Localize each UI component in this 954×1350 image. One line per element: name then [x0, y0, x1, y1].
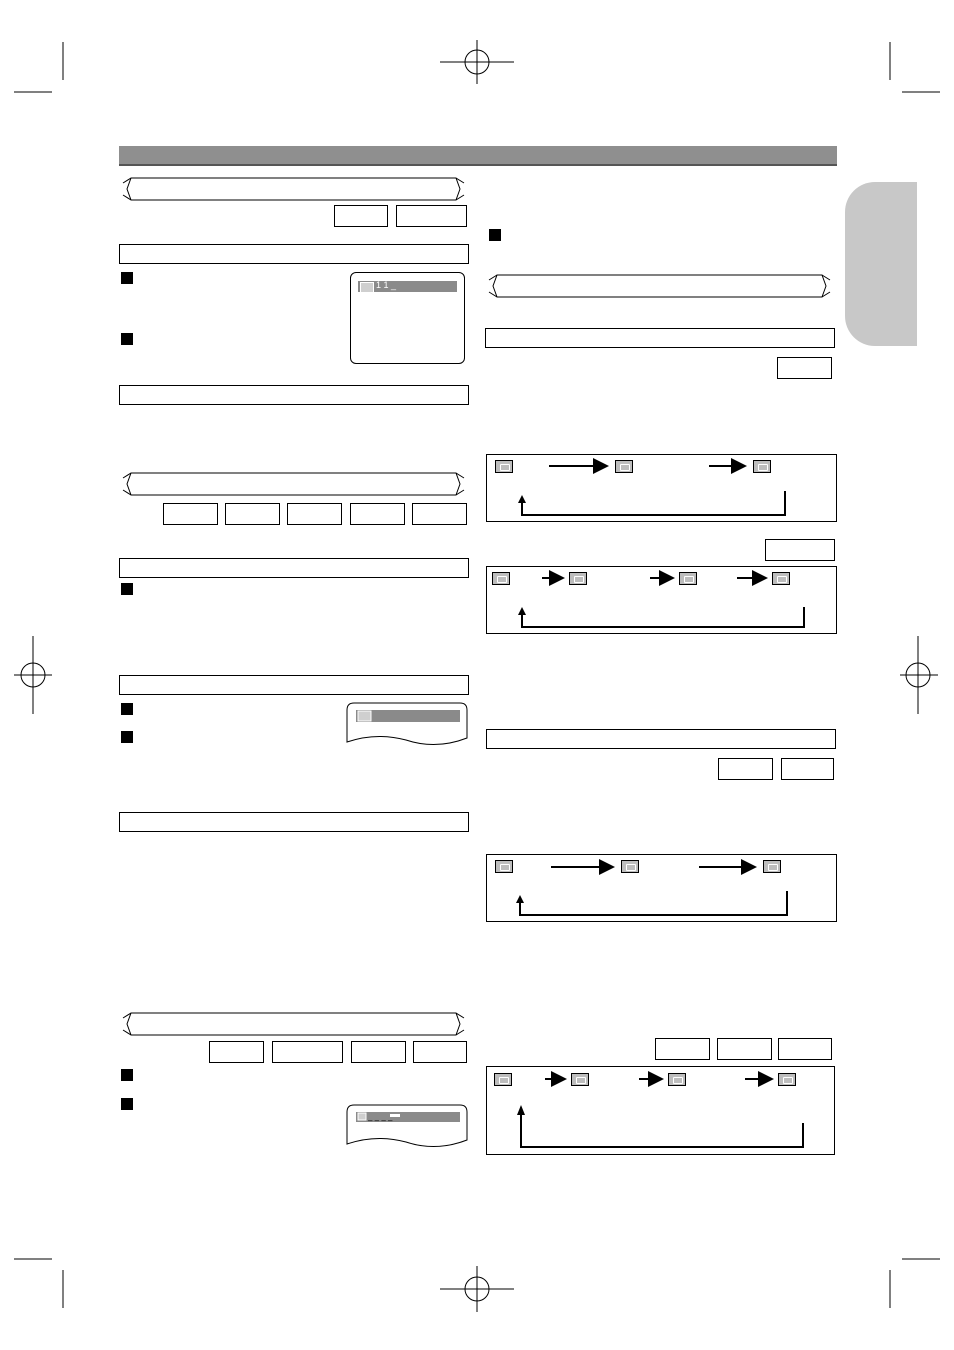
- cycle-diagram: [486, 854, 837, 922]
- step-marker: [121, 1098, 133, 1110]
- disc-type-button: [225, 503, 280, 525]
- disc-type-button: [718, 758, 773, 780]
- section-banner: [119, 472, 468, 494]
- cycle-diagram: [486, 454, 837, 522]
- osd-bar: [358, 281, 457, 292]
- disc-type-button: [334, 205, 388, 227]
- disc-type-button: [163, 503, 218, 525]
- cycle-arrows: [487, 1067, 836, 1156]
- subsection-bar: [119, 558, 469, 578]
- disc-type-button: [777, 357, 832, 379]
- osd-readout: – – – –: [368, 1116, 393, 1125]
- step-marker: [121, 703, 133, 715]
- disc-type-button: [717, 1038, 772, 1060]
- osd-screen-torn: [346, 702, 468, 748]
- subsection-bar: [119, 244, 469, 264]
- subsection-bar: [485, 328, 835, 348]
- disc-type-button: [351, 1041, 406, 1063]
- disc-type-button: [765, 539, 835, 561]
- cycle-arrows: [487, 567, 838, 635]
- subsection-bar: [119, 385, 469, 405]
- step-marker: [121, 583, 133, 595]
- disc-type-button: [287, 503, 342, 525]
- disc-type-button: [413, 1041, 467, 1063]
- disc-type-button: [781, 758, 834, 780]
- disc-type-button: [209, 1041, 264, 1063]
- osd-screen: [350, 272, 465, 364]
- disc-type-button: [272, 1041, 343, 1063]
- section-banner: [485, 274, 834, 296]
- disc-type-button: [350, 503, 405, 525]
- subsection-bar: [119, 812, 469, 832]
- side-tab: [845, 182, 917, 346]
- disc-type-button: [412, 503, 467, 525]
- subsection-bar: [119, 675, 469, 695]
- cycle-arrows: [487, 855, 838, 923]
- section-banner: [119, 1012, 468, 1034]
- step-marker: [489, 229, 501, 241]
- header-bar: [119, 146, 837, 166]
- step-marker: [121, 1069, 133, 1081]
- disc-type-button: [778, 1038, 832, 1060]
- disc-type-button: [396, 205, 467, 227]
- section-banner: [119, 177, 468, 199]
- step-marker: [121, 333, 133, 345]
- osd-screen-torn: [346, 1104, 468, 1150]
- step-marker: [121, 272, 133, 284]
- cycle-diagram: [486, 566, 837, 634]
- subsection-bar: [486, 729, 836, 749]
- cycle-arrows: [487, 455, 838, 523]
- disc-type-button: [655, 1038, 710, 1060]
- cycle-diagram: [486, 1066, 835, 1155]
- osd-readout: 1 1 _: [376, 280, 397, 290]
- step-marker: [121, 731, 133, 743]
- osd-title-icon: [360, 282, 374, 293]
